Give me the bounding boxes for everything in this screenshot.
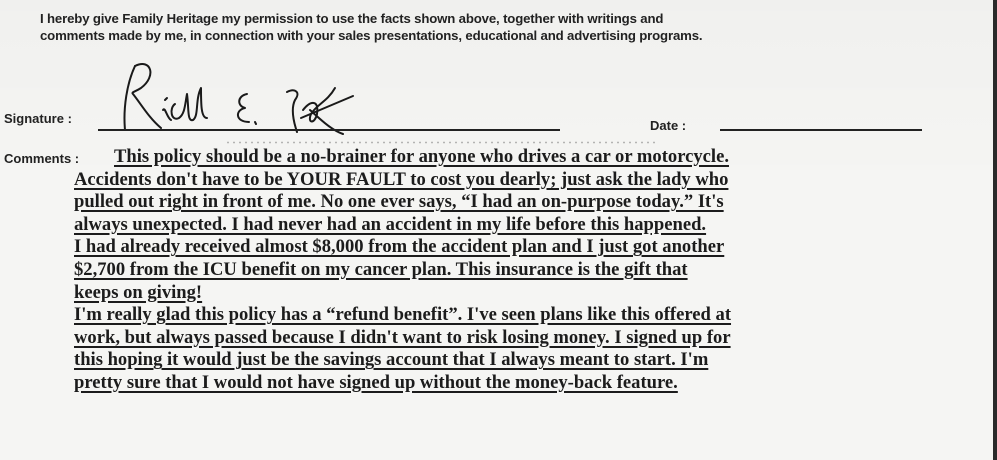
date-label: Date : [650, 118, 687, 133]
permission-line-2: comments made by me, in connection with your sales presentations, educational and advertising programs. [40, 28, 703, 43]
comment-line: this hoping it would just be the savings account that I always meant to start. I'm [74, 349, 709, 371]
comment-line: always unexpected. I had never had an accident in my life before this happened. [74, 213, 707, 235]
comments-label: Comments : [4, 151, 80, 166]
comment-line: $2,700 from the ICU benefit on my cancer plan. This insurance is the gift that [74, 258, 688, 280]
permission-statement [40, 10, 890, 44]
comments-body [74, 146, 934, 395]
comment-line: Accidents don't have to be YOUR FAULT to cost you dearly; just ask the lady who [74, 168, 729, 190]
scan-edge-border [993, 0, 997, 460]
permission-line-1: I hereby give Family Heritage my permission to use the facts shown above, together with writings and [40, 11, 664, 26]
signature-label: Signature : [4, 111, 72, 126]
signature-line [98, 129, 560, 131]
comment-line: I'm really glad this policy has a “refund benefit”. I've seen plans like this offered at [74, 304, 732, 326]
handwritten-signature [105, 48, 365, 138]
comment-line: This policy should be a no-brainer for anyone who drives a car or motorcycle. [114, 146, 729, 167]
comment-line: work, but always passed because I didn't want to risk losing money. I signed up for [74, 326, 731, 348]
comment-line: pretty sure that I would not have signed up without the money-back feature. [74, 371, 678, 393]
comment-line: pulled out right in front of me. No one ever says, “I had an on-purpose today.” It's [74, 191, 724, 213]
comment-line: keeps on giving! [74, 281, 203, 303]
comment-line: I had already received almost $8,000 from the accident plan and I just got another [74, 236, 725, 258]
date-line [720, 129, 922, 131]
scan-artifact-dots [225, 141, 655, 144]
